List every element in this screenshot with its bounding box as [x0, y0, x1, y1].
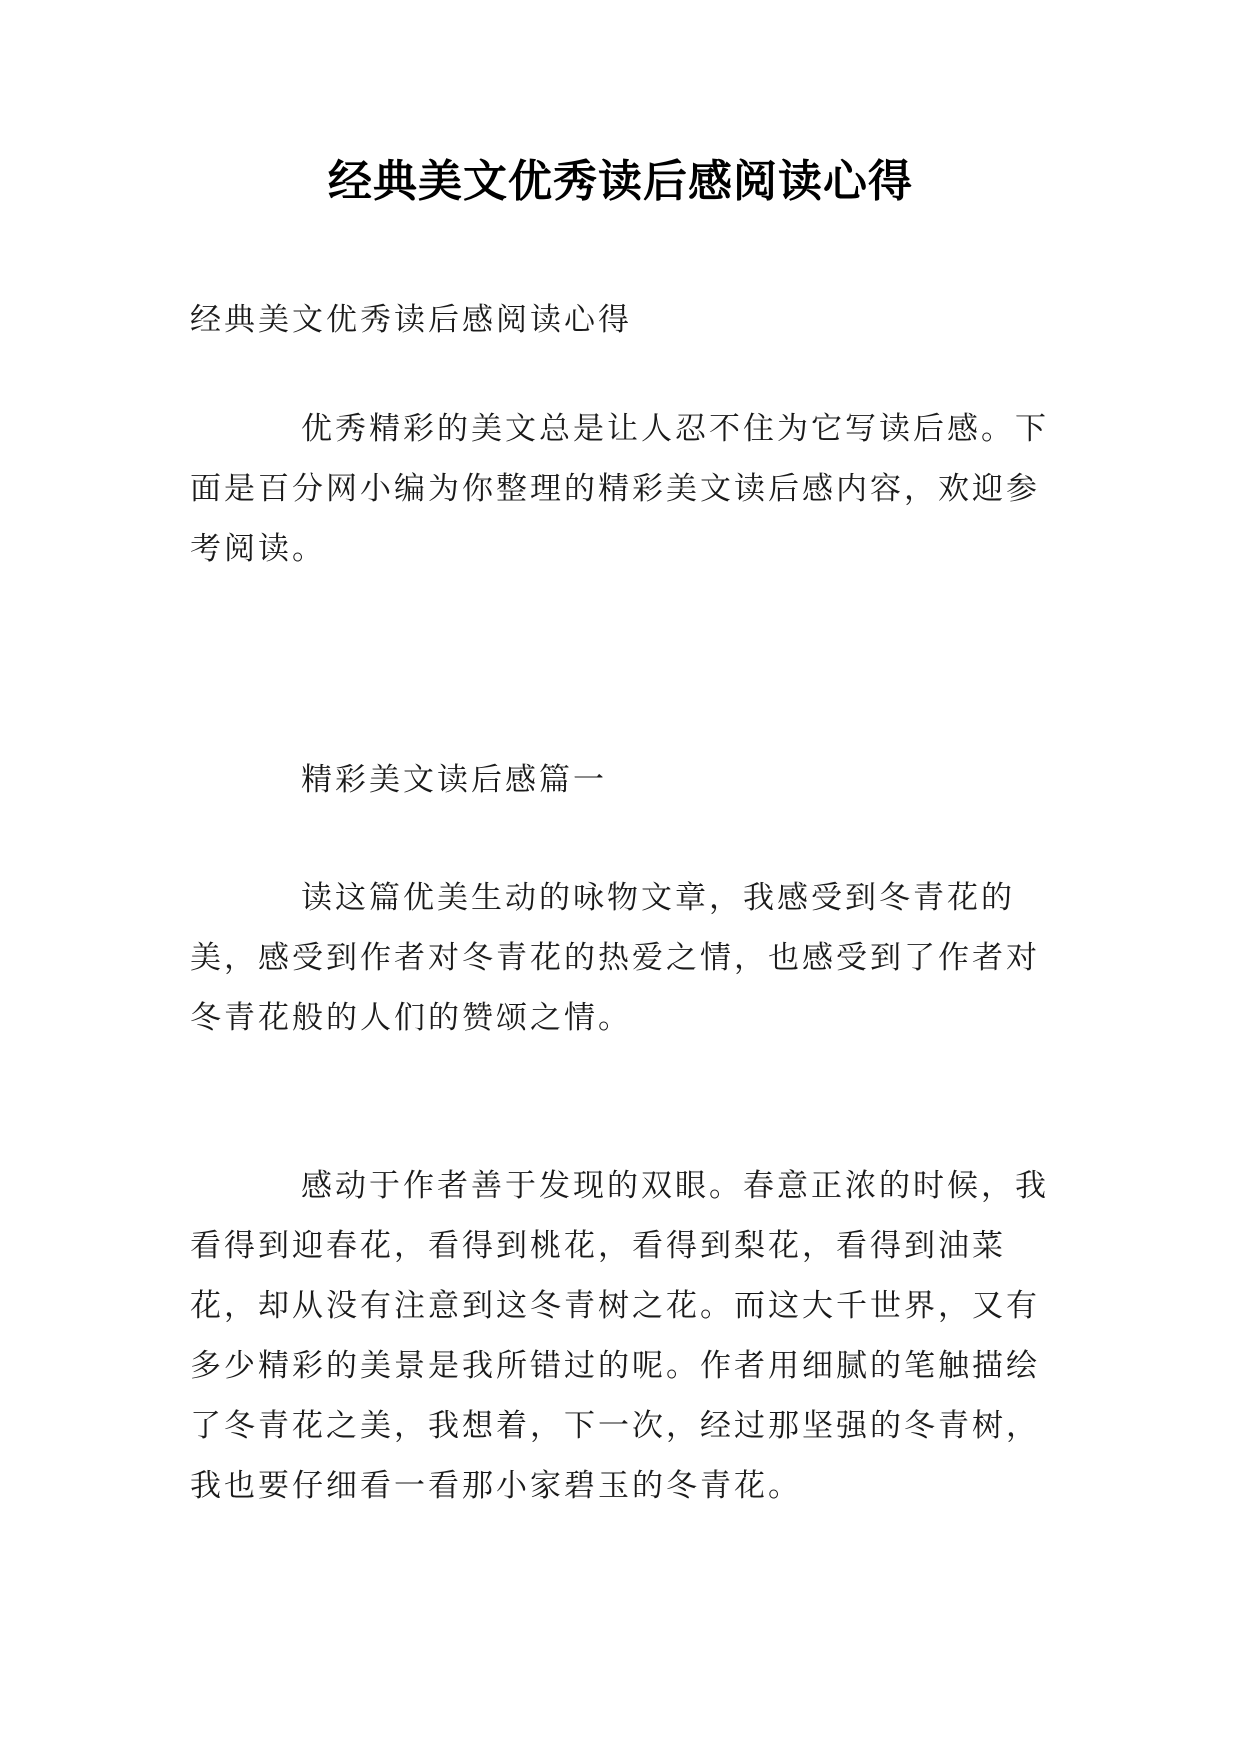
- body-paragraph: 读这篇优美生动的咏物文章，我感受到冬青花的美，感受到作者对冬青花的热爱之情，也感受到了作者对冬青花般的人们的赞颂之情。: [190, 880, 1040, 1036]
- document-subtitle: 经典美文优秀读后感阅读心得: [190, 302, 632, 338]
- section-heading: 精彩美文读后感篇一: [301, 762, 607, 798]
- body-paragraph: 感动于作者善于发现的双眼。春意正浓的时候，我看得到迎春花，看得到桃花，看得到梨花，看得到油菜花，却从没有注意到这冬青树之花。而这大千世界，又有多少精彩的美景是我所错过的呢。作者用细腻的笔触描绘了冬青花之美，我想着，下一次，经过那坚强的冬青树，我也要仔细看一看那小家碧玉的冬青花。: [190, 1168, 1049, 1504]
- document-title: 经典美文优秀读后感阅读心得: [328, 156, 913, 207]
- intro-paragraph: 优秀精彩的美文总是让人忍不住为它写读后感。下面是百分网小编为你整理的精彩美文读后感内容，欢迎参考阅读。: [190, 411, 1049, 567]
